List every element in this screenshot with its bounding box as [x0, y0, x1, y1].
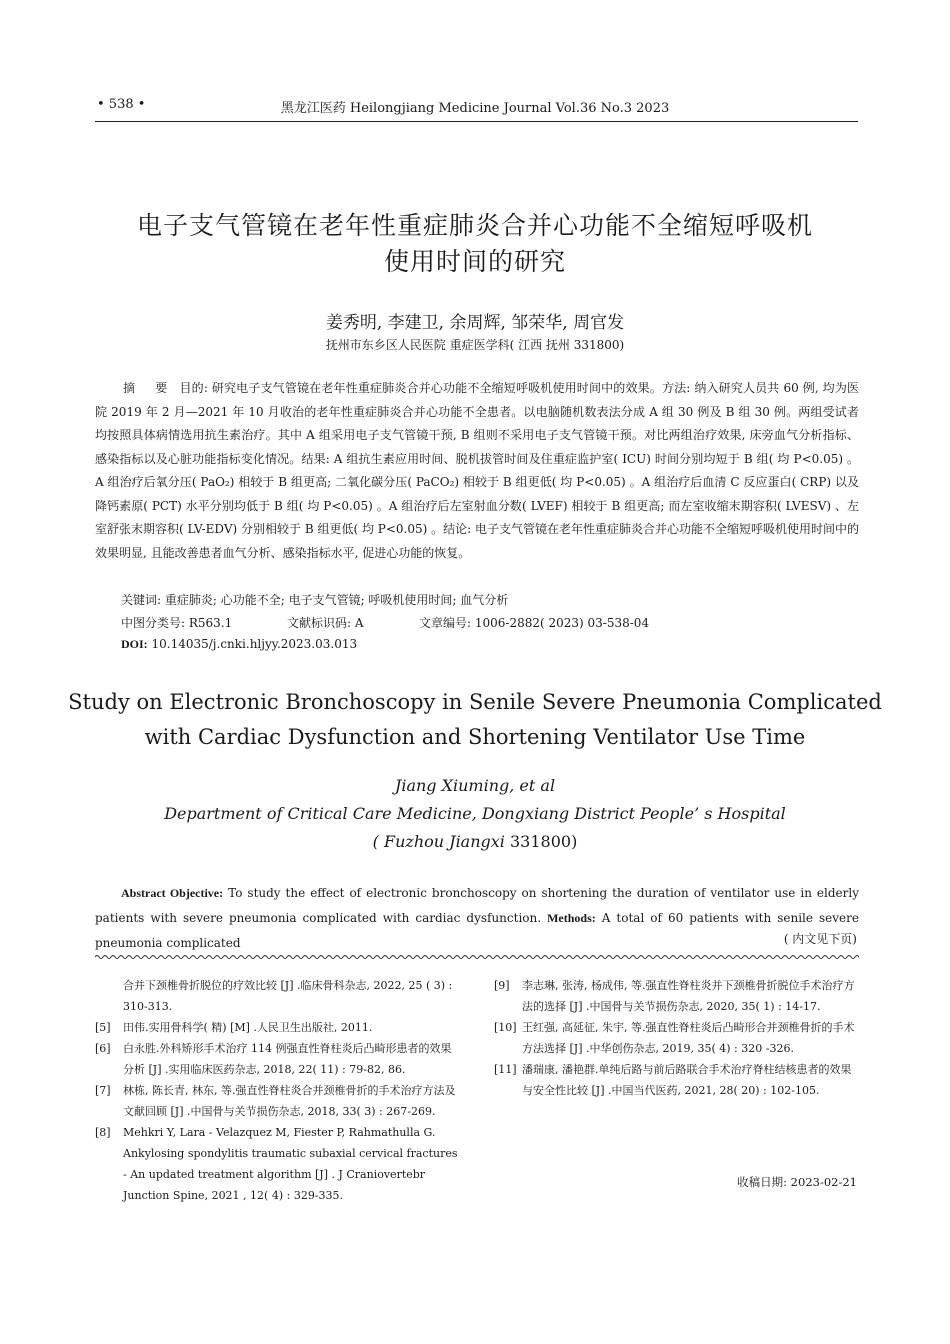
title-cn-line1: 电子支气管镜在老年性重症肺炎合并心功能不全缩短呼吸机 [136, 211, 813, 240]
continued-note: ( 内文见下页) [783, 932, 857, 946]
authors-cn: 姜秀明, 李建卫, 余周辉, 邹荣华, 周官发 [325, 313, 625, 333]
abstract-en-methods: Methods: [547, 911, 596, 925]
header-rule [95, 121, 858, 122]
reference-number: [5] [95, 1021, 111, 1034]
abstract-en [95, 881, 859, 956]
title-cn [60, 208, 890, 280]
title-en-line1: Study on Electronic Bronchoscopy in Senile Severe Pneumonia Complicated [68, 690, 882, 714]
reference-item [95, 1038, 462, 1080]
journal-header: 黑龙江医药 Heilongjiang Medicine Journal Vol.36 No.3 2023 [280, 101, 670, 116]
reference-number: [6] [95, 1042, 111, 1055]
reference-text: 林栋, 陈长青, 林东, 等.强直性脊柱炎合并颈椎骨折的手术治疗方法及文献回顾 [J] .中国骨与关节损伤杂志, 2018, 33( 3) : 267-269. [123, 1084, 456, 1118]
reference-item [95, 1080, 462, 1122]
reference-text: 合并下颈椎骨折脱位的疗效比较 [J] .临床骨科杂志, 2022, 25 ( 3) : 310-313. [123, 979, 453, 1013]
reference-item [494, 1017, 858, 1059]
reference-item [95, 1017, 462, 1038]
clc-number: 中图分类号: R563.1 [121, 616, 233, 630]
affiliation-cn: 抚州市东乡区人民医院 重症医学科( 江西 抚州 331800) [325, 338, 625, 352]
references-left [95, 975, 462, 1206]
location-en [0, 832, 950, 851]
reference-item [494, 1059, 858, 1101]
reference-text: 王红强, 高延征, 朱宇, 等.强直性脊柱炎后凸畸形合并颈椎骨折的手术方法选择 [J] .中华创伤杂志, 2019, 35( 4) : 320 -326. [522, 1021, 855, 1055]
title-cn-line2: 使用时间的研究 [383, 247, 566, 276]
abstract-en-text2: A total of 60 patients with senile severe pneumonia complicated [95, 911, 859, 950]
reference-number: [8] [95, 1126, 111, 1139]
department-en: Department of Critical Care Medicine, Dongxiang District People’ s Hospital [164, 804, 786, 823]
reference-text: 田伟.实用骨科学( 精) [M] .人民卫生出版社, 2011. [123, 1021, 373, 1034]
document-code: 文献标识码: A [287, 616, 364, 630]
keywords: 关键词: 重症肺炎; 心功能不全; 电子支气管镜; 呼吸机使用时间; 血气分析 [121, 593, 509, 607]
reference-number: [10] [494, 1021, 517, 1034]
article-number: 文章编号: 1006-2882( 2023) 03-538-04 [419, 616, 650, 630]
reference-number: [7] [95, 1084, 111, 1097]
page-number: • 538 • [97, 97, 146, 112]
reference-number: [11] [494, 1063, 517, 1076]
doi-label: DOI: [121, 637, 148, 651]
title-en-line2: with Cardiac Dysfunction and Shortening Ventilator Use Time [144, 725, 806, 749]
abstract-cn-text: 目的: 研究电子支气管镜在老年性重症肺炎合并心功能不全缩短呼吸机使用时间中的效果。方法: 纳入研究人员共 60 例, 均为医院 2019 年 2 月—2021 年 10 月收治的老年性重症肺炎合并心功能不全患者。以电脑随机数表法分成 A 组 30 例及 B 组 30 例。两组受试者均按照具体病情选用抗生素治疗。其中 A 组采用电子支气管镜干预, B 组则不采用电子支气管镜干预。对比两组治疗效果, 床旁血气分析指标、感染指标以及心脏功能指标变化情况。结果: A 组抗生素应用时间、脱机拔管时间及住重症监护室( ICU) 时间分别均短于 B 组( 均 P<0.05) 。A 组治疗后氧分压( PaO₂) 相较于 B 组更高; 二氧化碳分压( PaCO₂) 相较于 B 组更低( 均 P<0.05) 。A 组治疗后血清 C 反应蛋白( CRP) 以及降钙素原( PCT) 水平分别均低于 B 组( 均 P<0.05) 。A 组治疗后左室射血分数( LVEF) 相较于 B 组更高; 而左室收缩末期容积( LVESV) 、左室舒张末期容积( LV-EDV) 分别相较于 B 组更低( 均 P<0.05) 。结论: 电子支气管镜在老年性重症肺炎合并心功能不全缩短呼吸机使用时间中的效果明显, 且能改善患者血气分析、感染指标水平, 促进心功能的恢复。 [95, 381, 859, 560]
reference-item [494, 975, 858, 1017]
doi [121, 637, 357, 652]
title-en [60, 685, 890, 755]
wavy-divider [95, 952, 859, 962]
abstract-cn-heading: 摘 要 [123, 381, 176, 395]
location-code: 331800) [510, 832, 578, 851]
abstract-cn [95, 377, 859, 565]
doi-value: 10.14035/j.cnki.hljyy.2023.03.013 [147, 637, 358, 651]
abstract-en-text1: To study the effect of electronic bronchoscopy on shortening the duration of ventilator use in elderly patients with severe pneumonia complicated with cardiac dysfunction. [95, 886, 859, 925]
reference-item [95, 975, 462, 1017]
abstract-en-heading: Abstract Objective: [121, 886, 224, 900]
reference-text: Mehkri Y, Lara - Velazquez M, Fiester P, Rahmathulla G. Ankylosing spondylitis traumatic subaxial cervical fractures - An updated treatment algorithm [J] . J Craniovertebr Junction Spine, 2021 , 12( 4) : 329-335. [123, 1126, 458, 1202]
authors-en: Jiang Xiuming, et al [394, 776, 556, 795]
reference-item [95, 1122, 462, 1206]
reference-text: 潘瑞康, 潘艳群.单纯后路与前后路联合手术治疗脊柱结核患者的效果与安全性比较 [J] .中国当代医药, 2021, 28( 20) : 102-105. [522, 1063, 852, 1097]
reference-text: 李志琳, 张涛, 杨成伟, 等.强直性脊柱炎并下颈椎骨折脱位手术治疗方法的选择 [J] .中国骨与关节损伤杂志, 2020, 35( 1) : 14-17. [522, 979, 855, 1013]
reference-number: [9] [494, 979, 510, 992]
location-place: ( Fuzhou Jiangxi [372, 832, 510, 851]
reference-text: 白永胜.外科矫形手术治疗 114 例强直性脊柱炎后凸畸形患者的效果分析 [J] .实用临床医药杂志, 2018, 22( 11) : 79-82, 86. [123, 1042, 452, 1076]
references-right [494, 975, 858, 1101]
received-date: 收稿日期: 2023-02-21 [737, 1175, 857, 1189]
